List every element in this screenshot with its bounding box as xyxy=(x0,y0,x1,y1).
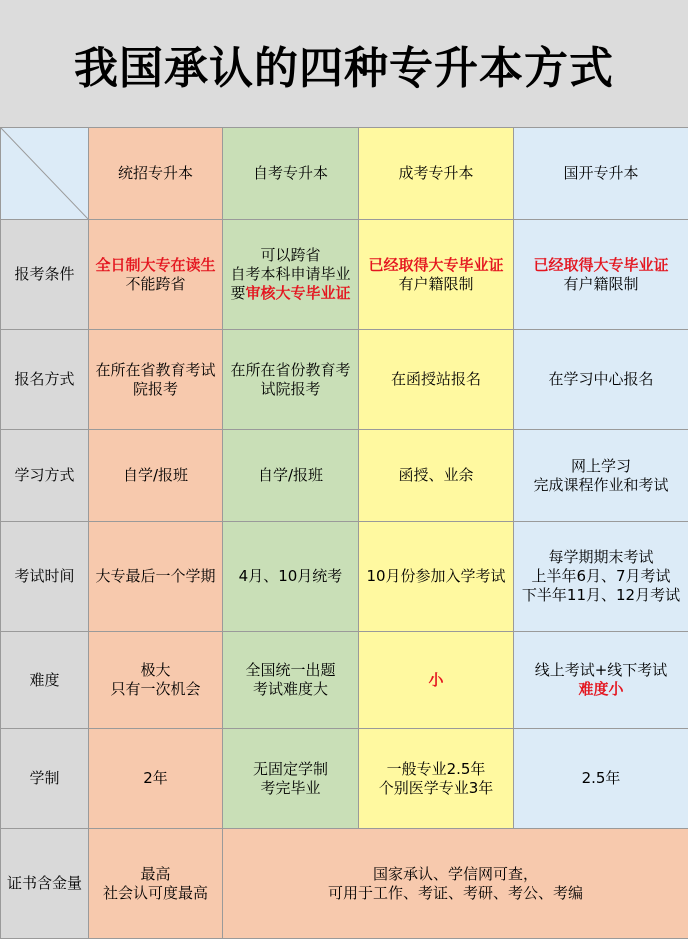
table-cell xyxy=(359,729,514,829)
cell-line xyxy=(514,457,688,476)
cell-line xyxy=(89,884,222,903)
cell-line xyxy=(359,275,513,294)
cell-line-text: 可以跨省 xyxy=(260,246,320,264)
cell-line-text: 个别医学专业3年 xyxy=(379,779,494,797)
cell-line-text: 社会认可度最高 xyxy=(103,884,208,902)
cell-line xyxy=(514,567,688,586)
table-cell xyxy=(223,632,359,729)
cell-line xyxy=(223,380,358,399)
cell-line-text: 自考本科申请毕业 xyxy=(230,265,350,283)
cell-line-text: 自学/报班 xyxy=(258,466,323,484)
cell-line xyxy=(89,466,222,485)
column-header-chengkao: 成考专升本 xyxy=(359,128,514,220)
row-label: 学制 xyxy=(1,729,89,829)
row-label: 考试时间 xyxy=(1,522,89,632)
cell-line xyxy=(514,275,688,294)
row-label: 学习方式 xyxy=(1,430,89,522)
cell-line xyxy=(89,567,222,586)
table-cell xyxy=(514,430,688,522)
cell-line-text: 在所在省份教育考 xyxy=(230,361,350,379)
table-cell xyxy=(89,522,223,632)
cell-line-text: 无固定学制 xyxy=(253,760,328,778)
row-label: 报考条件 xyxy=(1,220,89,330)
cell-line xyxy=(223,884,688,903)
cell-line-text: 2.5年 xyxy=(582,769,621,787)
cell-line-text: 在函授站报名 xyxy=(391,370,481,388)
table-cell xyxy=(514,522,688,632)
table-cell xyxy=(514,220,688,330)
cell-line xyxy=(514,476,688,495)
cell-line-text: 自学/报班 xyxy=(123,466,188,484)
cell-line xyxy=(359,466,513,485)
table-row xyxy=(1,729,688,829)
cell-line-text: 4月、10月统考 xyxy=(239,567,343,585)
table-cell-merged xyxy=(223,829,688,939)
table-row xyxy=(1,220,688,330)
cell-line-text: 极大 xyxy=(140,661,170,679)
cell-line xyxy=(359,671,513,690)
cell-line xyxy=(223,779,358,798)
cell-line xyxy=(89,361,222,380)
cell-line-text: 小 xyxy=(428,671,443,689)
cell-line xyxy=(223,246,358,265)
cell-line xyxy=(359,779,513,798)
table-cell xyxy=(89,220,223,330)
cell-line-text: 最高 xyxy=(140,865,170,883)
cell-line-text: 已经取得大专毕业证 xyxy=(368,256,503,274)
cell-line-text: 审核大专毕业证 xyxy=(246,284,351,302)
cell-line-text: 全日制大专在读生 xyxy=(95,256,215,274)
cell-line xyxy=(223,284,358,303)
cell-line-prefix: 要 xyxy=(230,284,245,302)
table-cell xyxy=(359,220,514,330)
cell-line-text: 一般专业2.5年 xyxy=(387,760,486,778)
column-header-guokai: 国开专升本 xyxy=(514,128,688,220)
table-cell xyxy=(514,729,688,829)
cell-line xyxy=(514,769,688,788)
cell-line-text: 院报考 xyxy=(133,380,178,398)
table-cell xyxy=(89,632,223,729)
table-row-certificate xyxy=(1,829,688,939)
corner-cell xyxy=(1,128,89,220)
row-label: 难度 xyxy=(1,632,89,729)
table-cell xyxy=(359,522,514,632)
cell-line xyxy=(514,661,688,680)
cell-line-text: 大专最后一个学期 xyxy=(95,567,215,585)
cell-line xyxy=(89,865,222,884)
cell-line xyxy=(89,380,222,399)
table-cell xyxy=(89,430,223,522)
cell-line-text: 难度小 xyxy=(578,680,623,698)
cell-line xyxy=(89,275,222,294)
cell-line xyxy=(223,265,358,284)
table-cell xyxy=(89,829,223,939)
page-title: 我国承认的四种专升本方式 xyxy=(0,0,688,128)
cell-line xyxy=(359,760,513,779)
diagonal-line-icon xyxy=(1,128,89,220)
cell-line xyxy=(89,769,222,788)
cell-line xyxy=(359,567,513,586)
cell-line-text: 在所在省教育考试 xyxy=(95,361,215,379)
cell-line-text: 可用于工作、考证、考研、考公、考编 xyxy=(328,884,583,902)
cell-line-text: 线上考试+线下考试 xyxy=(535,661,668,679)
header-row xyxy=(1,128,688,220)
cell-line-text: 考完毕业 xyxy=(260,779,320,797)
cell-line-text: 已经取得大专毕业证 xyxy=(533,256,668,274)
cell-line-text: 全国统一出题 xyxy=(245,661,335,679)
cell-line-text: 不能跨省 xyxy=(125,275,185,293)
table-row xyxy=(1,430,688,522)
cell-line-text: 每学期期末考试 xyxy=(548,548,653,566)
table-cell xyxy=(223,430,359,522)
cell-line xyxy=(514,586,688,605)
cell-line-text: 只有一次机会 xyxy=(110,680,200,698)
cell-line-text: 国家承认、学信网可查， xyxy=(373,865,538,883)
column-header-zikao: 自考专升本 xyxy=(223,128,359,220)
table-cell xyxy=(223,522,359,632)
cell-line xyxy=(223,361,358,380)
cell-line-text: 网上学习 xyxy=(571,457,631,475)
table-body xyxy=(1,128,688,939)
table-cell xyxy=(359,330,514,430)
table-cell xyxy=(89,729,223,829)
table-cell xyxy=(223,220,359,330)
table-cell xyxy=(514,632,688,729)
cell-line xyxy=(223,680,358,699)
cell-line xyxy=(223,760,358,779)
table-cell xyxy=(514,330,688,430)
row-label: 报名方式 xyxy=(1,330,89,430)
cell-line xyxy=(89,661,222,680)
table-row xyxy=(1,330,688,430)
cell-line xyxy=(514,256,688,275)
cell-line-text: 试院报考 xyxy=(260,380,320,398)
comparison-table xyxy=(0,127,688,939)
table-cell xyxy=(359,430,514,522)
table-cell xyxy=(89,330,223,430)
cell-line-text: 上半年6月、7月考试 xyxy=(531,567,670,585)
table-cell xyxy=(359,632,514,729)
row-label: 证书含金量 xyxy=(1,829,89,939)
cell-line xyxy=(89,680,222,699)
table-cell xyxy=(223,729,359,829)
cell-line-text: 下半年11月、12月考试 xyxy=(522,586,680,604)
cell-line-text: 2年 xyxy=(143,769,168,787)
cell-line xyxy=(223,865,688,884)
cell-line-text: 完成课程作业和考试 xyxy=(533,476,668,494)
cell-line xyxy=(514,370,688,389)
cell-line-text: 有户籍限制 xyxy=(563,275,638,293)
cell-line xyxy=(359,256,513,275)
cell-line xyxy=(223,661,358,680)
cell-line xyxy=(223,466,358,485)
cell-line xyxy=(89,256,222,275)
cell-line xyxy=(223,567,358,586)
cell-line-text: 函授、业余 xyxy=(398,466,473,484)
table-row xyxy=(1,632,688,729)
cell-line-text: 有户籍限制 xyxy=(398,275,473,293)
cell-line xyxy=(514,680,688,699)
column-header-tongzhao: 统招专升本 xyxy=(89,128,223,220)
cell-line-text: 在学习中心报名 xyxy=(548,370,653,388)
cell-line-text: 10月份参加入学考试 xyxy=(366,567,505,585)
cell-line-text: 考试难度大 xyxy=(253,680,328,698)
table-row xyxy=(1,522,688,632)
cell-line xyxy=(359,370,513,389)
table-cell xyxy=(223,330,359,430)
cell-line xyxy=(514,548,688,567)
